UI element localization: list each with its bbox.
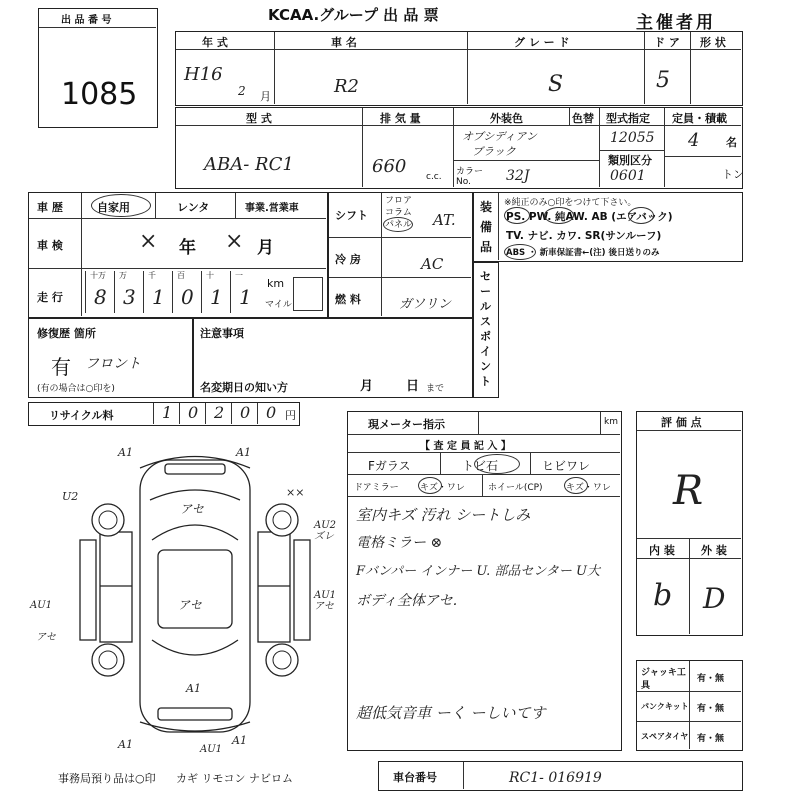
repair-value: 有 [51, 355, 71, 379]
mile-box [293, 277, 323, 311]
model-value: ABA- RC1 [204, 154, 294, 175]
chassis-value: RC1- 016919 [509, 770, 602, 786]
mark-u2: U2 [62, 490, 79, 503]
ps-circle [504, 207, 530, 224]
displacement-label: 排 気 量 [380, 112, 421, 125]
meter-label: 現メーター指示 [368, 418, 445, 431]
vehicle-diagram [60, 440, 320, 740]
right-mirror-panel [294, 540, 310, 640]
year-label: 年 式 [202, 36, 228, 49]
history-business: 事業.営業車 [245, 203, 299, 214]
private-circle [91, 194, 151, 217]
mark-ate-left: アセ [36, 632, 56, 643]
lot-number: 1085 [61, 77, 138, 112]
repair-detail: フロント [85, 356, 141, 372]
mark-a1-front-left: A1 [118, 446, 133, 459]
mark-xx: ×× [286, 486, 305, 499]
mirror-scratch-circle [418, 477, 442, 494]
repair-note: (有の場合は○印を) [37, 384, 115, 394]
recycle-digit-cell [257, 403, 284, 424]
recycle-digit: 0 [266, 403, 277, 422]
recycle-digit: 1 [162, 403, 173, 422]
wheel-options: キズ・ワレ [566, 483, 611, 493]
glass-label: Fガラス [368, 459, 411, 473]
mileage-place-label: 千 [148, 271, 156, 280]
interior-label: 内 装 [649, 544, 675, 557]
puncture-label: パンクキット [641, 702, 689, 711]
mileage-digit-cell [172, 271, 201, 313]
exterior-color-label: 外装色 [490, 112, 523, 125]
recycle-digit: 0 [240, 403, 251, 422]
wheel-scratch-circle [564, 477, 588, 494]
recycle-digit-cell [231, 403, 258, 424]
office-items-label: 事務局預り品は○印 [58, 772, 156, 785]
tire-front-left [92, 504, 124, 536]
classification-value: 0601 [610, 168, 646, 184]
year-value: H16 [184, 64, 223, 85]
car-name-value: R2 [334, 76, 360, 97]
shift-options: フロア コラム パネル [385, 196, 413, 230]
recycle-digit: 0 [188, 403, 199, 422]
door-value: 5 [656, 68, 670, 93]
organizer-use: 主催者用 [636, 13, 716, 33]
mark-ate-roof: アセ [178, 598, 202, 612]
deadline-until: まで [426, 384, 445, 394]
mark-a1-bottom-right: A1 [232, 734, 247, 747]
inspector-label: 【 査 定 員 記 入 】 [420, 441, 511, 452]
notes-block [193, 318, 473, 398]
right-side-panel [258, 532, 290, 642]
lot-label: 出 品 番 号 [61, 15, 112, 26]
notes-label: 注意事項 [200, 327, 244, 340]
mileage-place-label: 万 [119, 271, 127, 280]
spare-label: スペアタイヤ [641, 732, 689, 741]
equipment-line-2: TV. ナビ. カワ. SR(サンルーフ) [506, 230, 662, 242]
capacity-label: 定員・積載 [672, 112, 727, 125]
vehicle-row-1 [175, 31, 743, 106]
history-private: 自家用 [97, 201, 130, 214]
ton-unit: トン [722, 168, 744, 181]
ac-label: 冷 房 [335, 253, 361, 266]
mark-au1-bottom: AU1 [200, 744, 223, 755]
mileage-place-label: 十万 [90, 271, 106, 280]
tire-rear-left [92, 644, 124, 676]
roof-panel [158, 550, 232, 628]
grade-label: 評 価 点 [661, 416, 702, 429]
ac-value: AC [421, 255, 444, 273]
grade-label: グ レ ー ド [514, 36, 570, 49]
plate-front [165, 464, 225, 474]
jack-value: 有・無 [697, 674, 725, 684]
equipment-line-3: ABS ・ 新車保証書←(注) 後日送りのみ [506, 248, 660, 258]
type-designation-value: 12055 [610, 130, 655, 146]
chip-circle [474, 454, 520, 474]
mark-au1-left: AU1 [30, 600, 53, 611]
month-value: 2 [238, 84, 246, 98]
mark-au1-right: AU1 アセ [314, 590, 337, 612]
mileage-place-label: 一 [235, 271, 243, 280]
mileage-digit: 0 [181, 285, 194, 309]
org-title: KCAA.グループ 出 品 票 [268, 6, 439, 24]
interior-value: b [653, 578, 673, 613]
fuel-label: 燃 料 [335, 293, 361, 306]
capacity-value: 4 [688, 130, 700, 151]
shift-label: シフト [335, 209, 368, 222]
inspection-month-mark: × [225, 229, 244, 254]
mark-a1-front-right: A1 [236, 446, 251, 459]
mileage-digit: 8 [94, 285, 107, 309]
inspection-label: 車 検 [37, 239, 63, 252]
recycle-digit-cell [205, 403, 232, 424]
mileage-digit-cell [85, 271, 114, 313]
chip-label: トビ石 [462, 459, 499, 473]
displacement-value: 660 [372, 156, 407, 177]
deadline-month: 月 [360, 379, 374, 394]
mileage-place-label: 十 [206, 271, 214, 280]
mile-label: マイル [265, 300, 292, 310]
inspection-year-mark: × [139, 229, 158, 254]
tire-front-right [266, 504, 298, 536]
body-type-label: 形 状 [700, 36, 726, 49]
mileage-digit: 1 [239, 285, 252, 309]
panel-circle [383, 217, 413, 232]
equipment-note: ※純正のみ○印をつけて下さい。 [504, 198, 637, 208]
recycle-digit-cell [153, 403, 180, 424]
km-label: km [267, 277, 285, 290]
deadline-day: 日 [406, 379, 420, 394]
exterior-label: 外 装 [701, 544, 727, 557]
grade-block [636, 411, 743, 636]
history-block [28, 192, 328, 318]
comment-2: 電格ミラー ⊗ [356, 535, 443, 551]
left-side-panel [100, 532, 132, 642]
pw-circle [544, 207, 574, 224]
mileage-digit-cell [143, 271, 172, 313]
mark-ate-hood: アセ [180, 502, 204, 516]
color-no-value: 32J [506, 168, 530, 184]
recycle-digit-cell [179, 403, 206, 424]
rear-glass [152, 640, 238, 655]
mileage-digit-cell [230, 271, 259, 313]
equipment-label: 装 備 品 [480, 200, 493, 254]
color-value-2: ブラック [472, 145, 516, 158]
mileage-digit: 3 [123, 285, 136, 309]
abs-circle [504, 244, 536, 260]
mileage-digit-cell [114, 271, 143, 313]
inspector-block [347, 411, 622, 751]
comment-1: 室内キズ 汚れ シートしみ [356, 506, 531, 524]
windshield [152, 525, 238, 540]
vehicle-row-2 [175, 107, 743, 189]
sales-point-block [473, 262, 499, 398]
tire-rear-right [266, 644, 298, 676]
equipment-line-1: PS. PW. 純AW. AB (エアバック) [506, 211, 673, 223]
rear-bumper [140, 722, 250, 731]
crack-label: ヒビワレ [542, 459, 591, 473]
repair-label: 修復歴 箇所 [37, 327, 96, 340]
deadline-label: 名変期日の知い方 [200, 381, 288, 394]
left-mirror-panel [80, 540, 96, 640]
comment-5: 超低気音車 ーく ーしいてす [356, 704, 546, 722]
mirror-label: ドアミラー [354, 483, 399, 493]
repair-block [28, 318, 193, 398]
recycle-label: リサイクル料 [49, 409, 114, 422]
mileage-digit: 1 [152, 285, 165, 309]
inspection-year-unit: 年 [179, 238, 196, 258]
mileage-digit-cell [201, 271, 230, 313]
mileage-digit: 1 [210, 285, 223, 309]
office-items: カギ リモコン ナビロム [176, 772, 293, 785]
model-label: 型 式 [246, 112, 272, 125]
classification-label: 類別区分 [608, 154, 652, 167]
ab-circle [628, 207, 654, 224]
exterior-value: D [703, 582, 726, 615]
color-value-1: オブシディアン [462, 130, 537, 143]
mark-a1-bottom-left: A1 [118, 738, 133, 751]
color-no-label: カラー No. [456, 167, 484, 187]
plate-rear [158, 708, 232, 720]
chassis-block [378, 761, 743, 791]
recycle-digit: 2 [214, 403, 225, 422]
recycle-yen: 円 [285, 409, 296, 422]
drivetrain-block [328, 192, 473, 318]
jack-label: ジャッキ工具 [641, 668, 686, 691]
history-label: 車 歴 [37, 201, 63, 214]
puncture-value: 有・無 [697, 704, 725, 714]
car-name-label: 車 名 [331, 36, 357, 49]
equipment-block [473, 192, 743, 262]
grade-value: R [673, 468, 704, 514]
comment-3: Fバンパー インナー U. 部品センター U大 [356, 564, 600, 579]
door-label: ド ア [654, 36, 680, 49]
tools-block [636, 660, 743, 751]
sales-point-label: セールスポイント [480, 270, 491, 388]
hood-line [150, 490, 240, 500]
mark-a1-rear: A1 [186, 682, 201, 695]
inspection-month-unit: 月 [257, 238, 274, 258]
meter-km: km [604, 417, 618, 427]
recycle-block [28, 402, 300, 426]
chassis-label: 車台番号 [393, 771, 437, 784]
month-unit: 月 [260, 90, 271, 103]
mileage-label: 走 行 [37, 291, 63, 304]
fuel-value: ガソリン [399, 297, 452, 312]
shift-value: AT. [433, 211, 456, 229]
mark-au2: AU2 ズレ [314, 520, 337, 542]
persons-unit: 名 [726, 136, 737, 149]
history-rental: レンタ [177, 201, 210, 214]
color-change-label: 色替 [572, 112, 594, 125]
front-bumper [140, 457, 250, 469]
grade-value: S [548, 72, 564, 97]
type-designation-label: 型式指定 [606, 112, 650, 125]
cc-unit: c.c. [426, 172, 442, 182]
mirror-options: キズ・ワレ [420, 483, 465, 493]
spare-value: 有・無 [697, 734, 725, 744]
wheel-label: ホイール(CP) [488, 483, 543, 493]
mileage-place-label: 百 [177, 271, 185, 280]
lot-number-box [38, 8, 158, 128]
comment-4: ボディ全体アセ. [356, 593, 458, 609]
